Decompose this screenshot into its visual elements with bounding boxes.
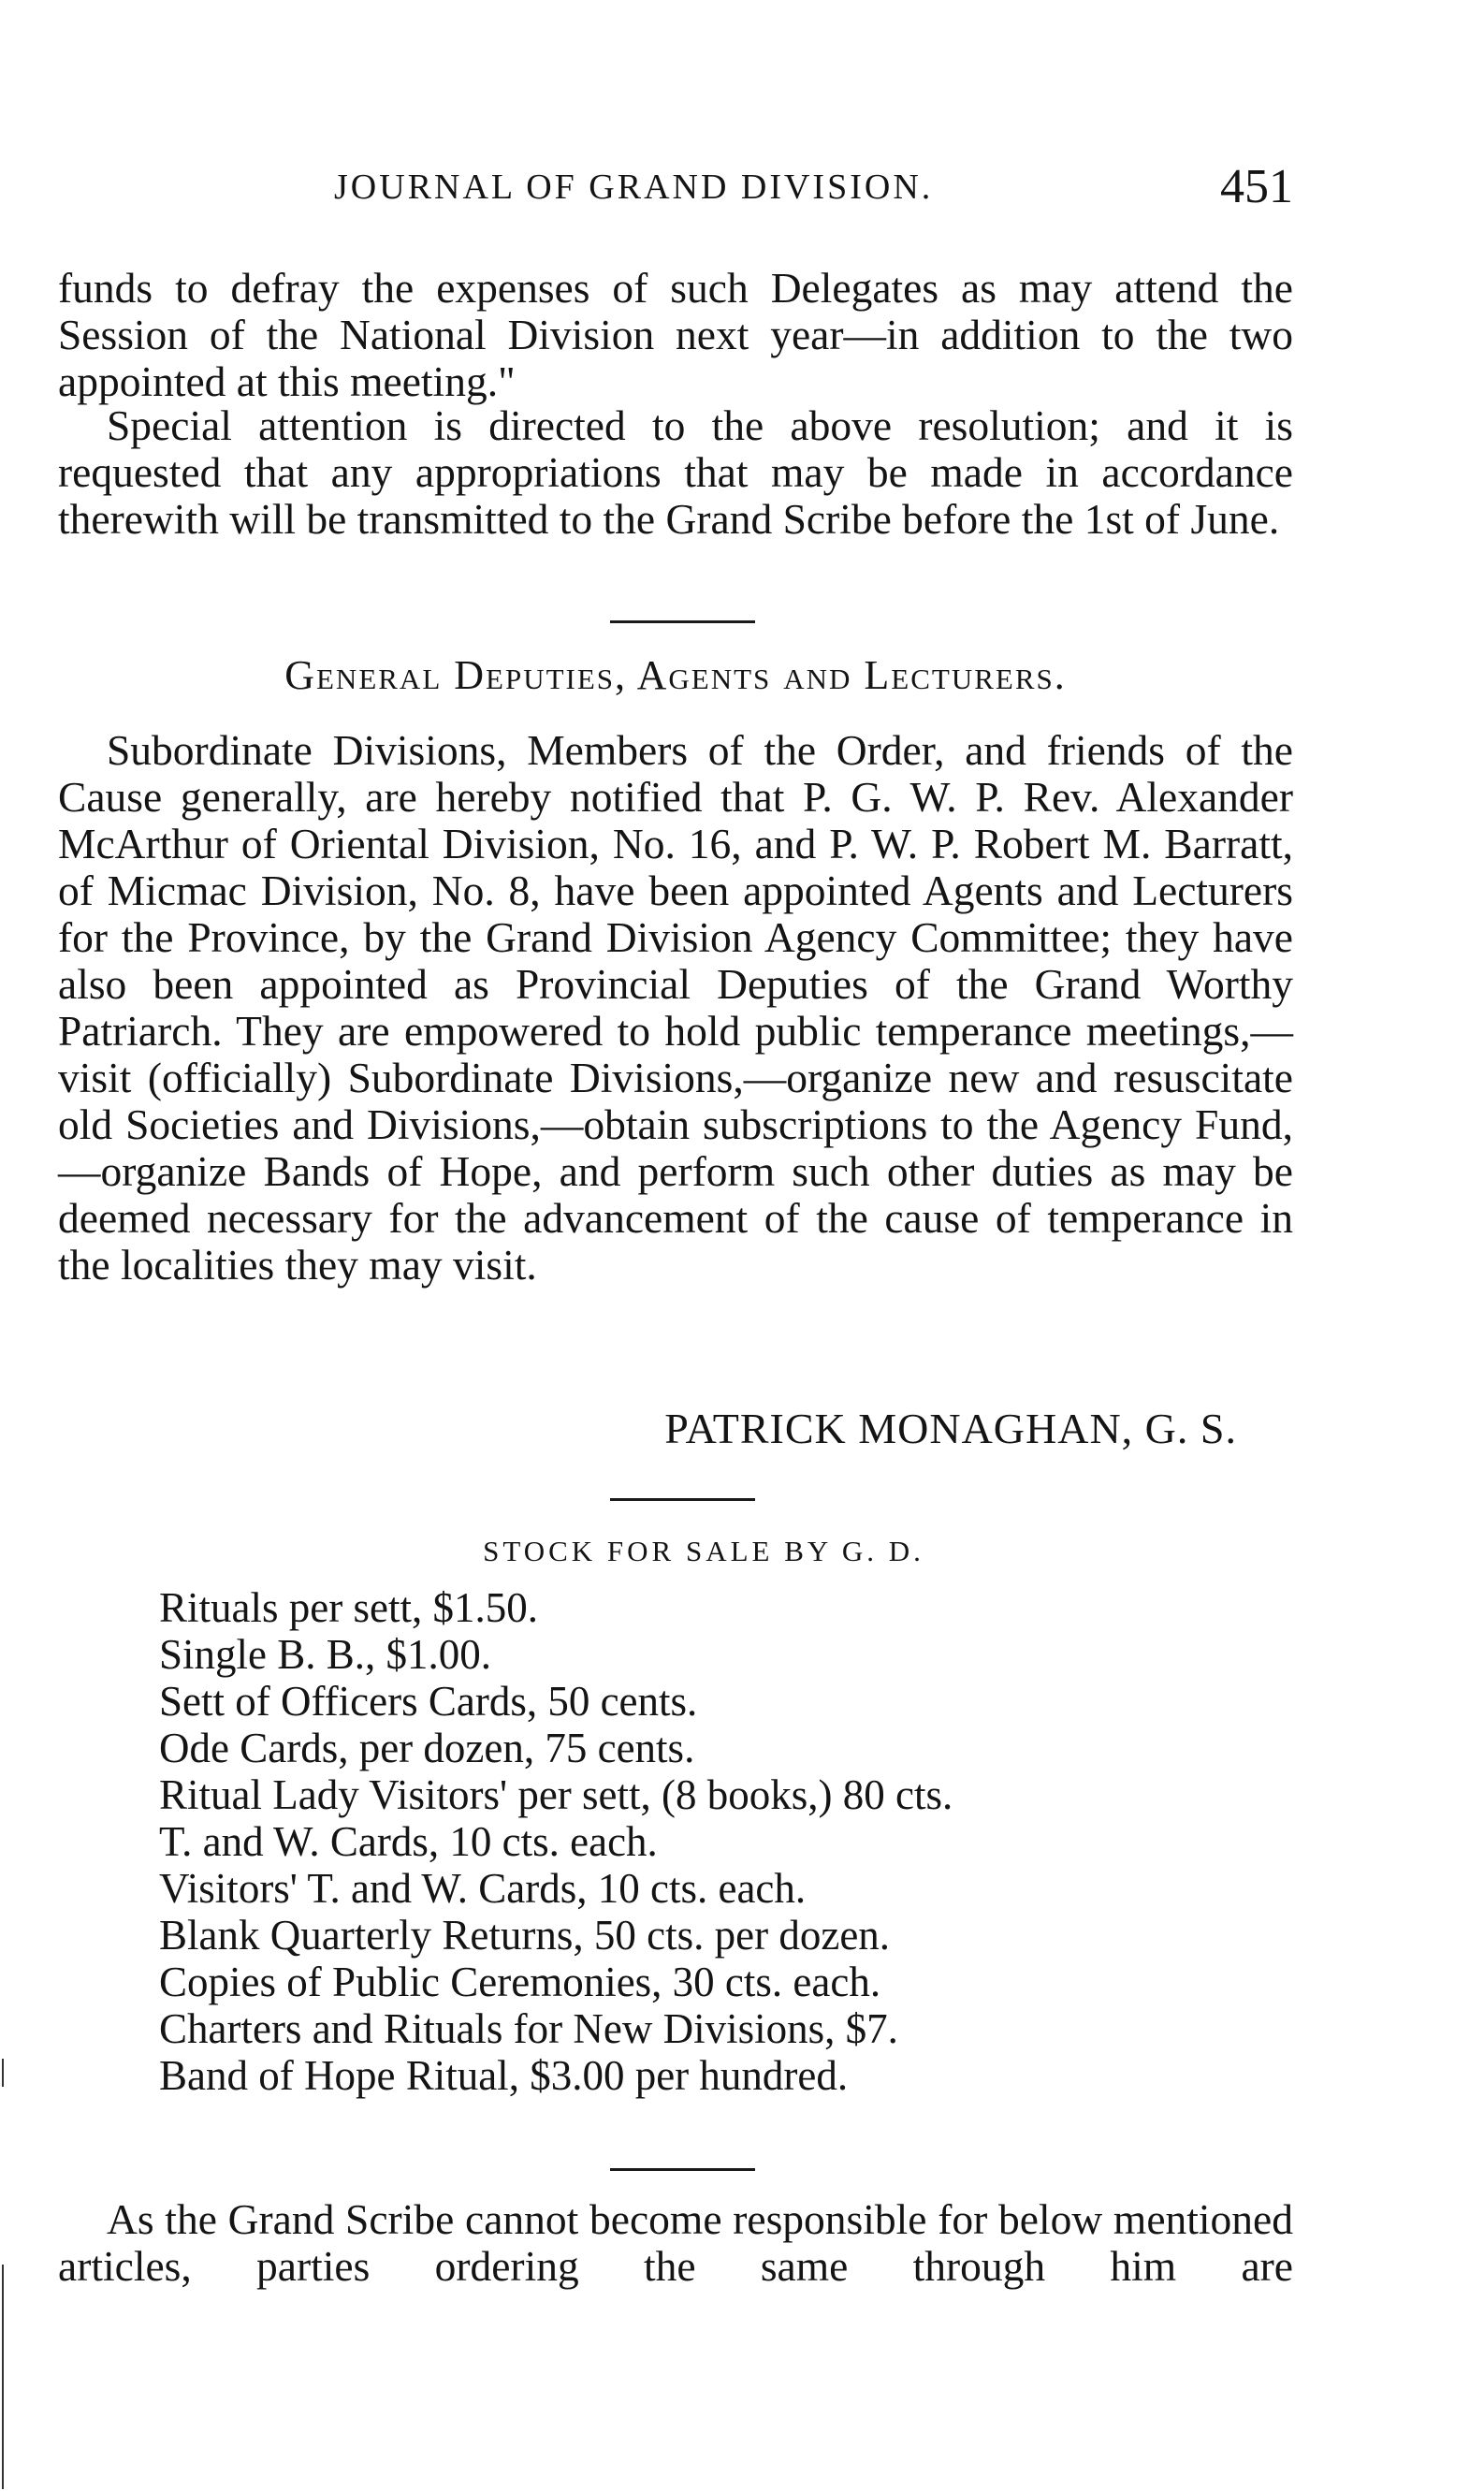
stock-item: Blank Quarterly Returns, 50 cts. per dozen.	[159, 1912, 891, 1959]
stock-item: Charters and Rituals for New Divisions, $7.	[159, 2005, 898, 2052]
page-number: 451	[1220, 160, 1293, 213]
stock-item: Single B. B., $1.00.	[159, 1631, 492, 1678]
stock-item: Band of Hope Ritual, $3.00 per hundred.	[159, 2052, 849, 2099]
section-heading: General Deputies, Agents and Lecturers.	[284, 652, 1067, 698]
signature: PATRICK MONAGHAN, G. S.	[664, 1405, 1237, 1452]
signature-divider-rule	[610, 1498, 755, 1501]
stock-item: Sett of Officers Cards, 50 cents.	[159, 1678, 698, 1725]
section-divider-rule	[610, 620, 755, 623]
stock-item: Copies of Public Ceremonies, 30 cts. each.	[159, 1959, 881, 2005]
stock-list	[159, 1584, 1235, 2099]
stock-divider-rule	[610, 2168, 755, 2171]
paragraph-resolution-notice: Special attention is directed to the above resolution; and it is requested that any appropriations that may be made in accordance therewith will be transmitted to the Grand Scribe before the 1st of June.	[58, 401, 1293, 543]
paragraph-articles-notice: As the Grand Scribe cannot become responsible for below mentioned articles, parties ordering the same through him are	[58, 2195, 1293, 2290]
paragraph-continuation: funds to defray the expenses of such Delegates as may attend the Session of the National Division next year—in addition to the two appointed at this meeting."	[58, 264, 1293, 405]
stock-item: Rituals per sett, $1.50.	[159, 1584, 538, 1631]
stock-heading: STOCK FOR SALE BY G. D.	[483, 1535, 924, 1567]
margin-mark	[2, 2265, 4, 2489]
stock-item: T. and W. Cards, 10 cts. each.	[159, 1818, 658, 1865]
stock-item: Ode Cards, per dozen, 75 cents.	[159, 1725, 695, 1771]
paragraph-deputies-notice: Subordinate Divisions, Members of the Order, and friends of the Cause generally, are hereby notified that P. G. W. P. Rev. Alexander McArthur of Oriental Division, No. 16, and P. W. P. Robert M. Barratt, of Micmac Division, No. 8, have been appointed Agents and Lecturers for the Province, by the Grand Division Agency Committee; they have also been appointed as Provincial Deputies of the Grand Worthy Patriarch. They are empowered to hold public temperance meetings,—visit (officially) Subordinate Divisions,—organize new and resuscitate old Societies and Divisions,—obtain subscriptions to the Agency Fund,—organize Bands of Hope, and perform such other duties as may be deemed necessary for the advancement of the cause of temperance in the localities they may visit.	[58, 726, 1293, 1289]
page-header	[58, 159, 1293, 219]
running-title: JOURNAL OF GRAND DIVISION.	[334, 168, 934, 207]
margin-mark	[2, 2059, 4, 2087]
stock-item: Visitors' T. and W. Cards, 10 cts. each.	[159, 1865, 807, 1912]
stock-item: Ritual Lady Visitors' per sett, (8 books,) 80 cts.	[159, 1771, 953, 1818]
